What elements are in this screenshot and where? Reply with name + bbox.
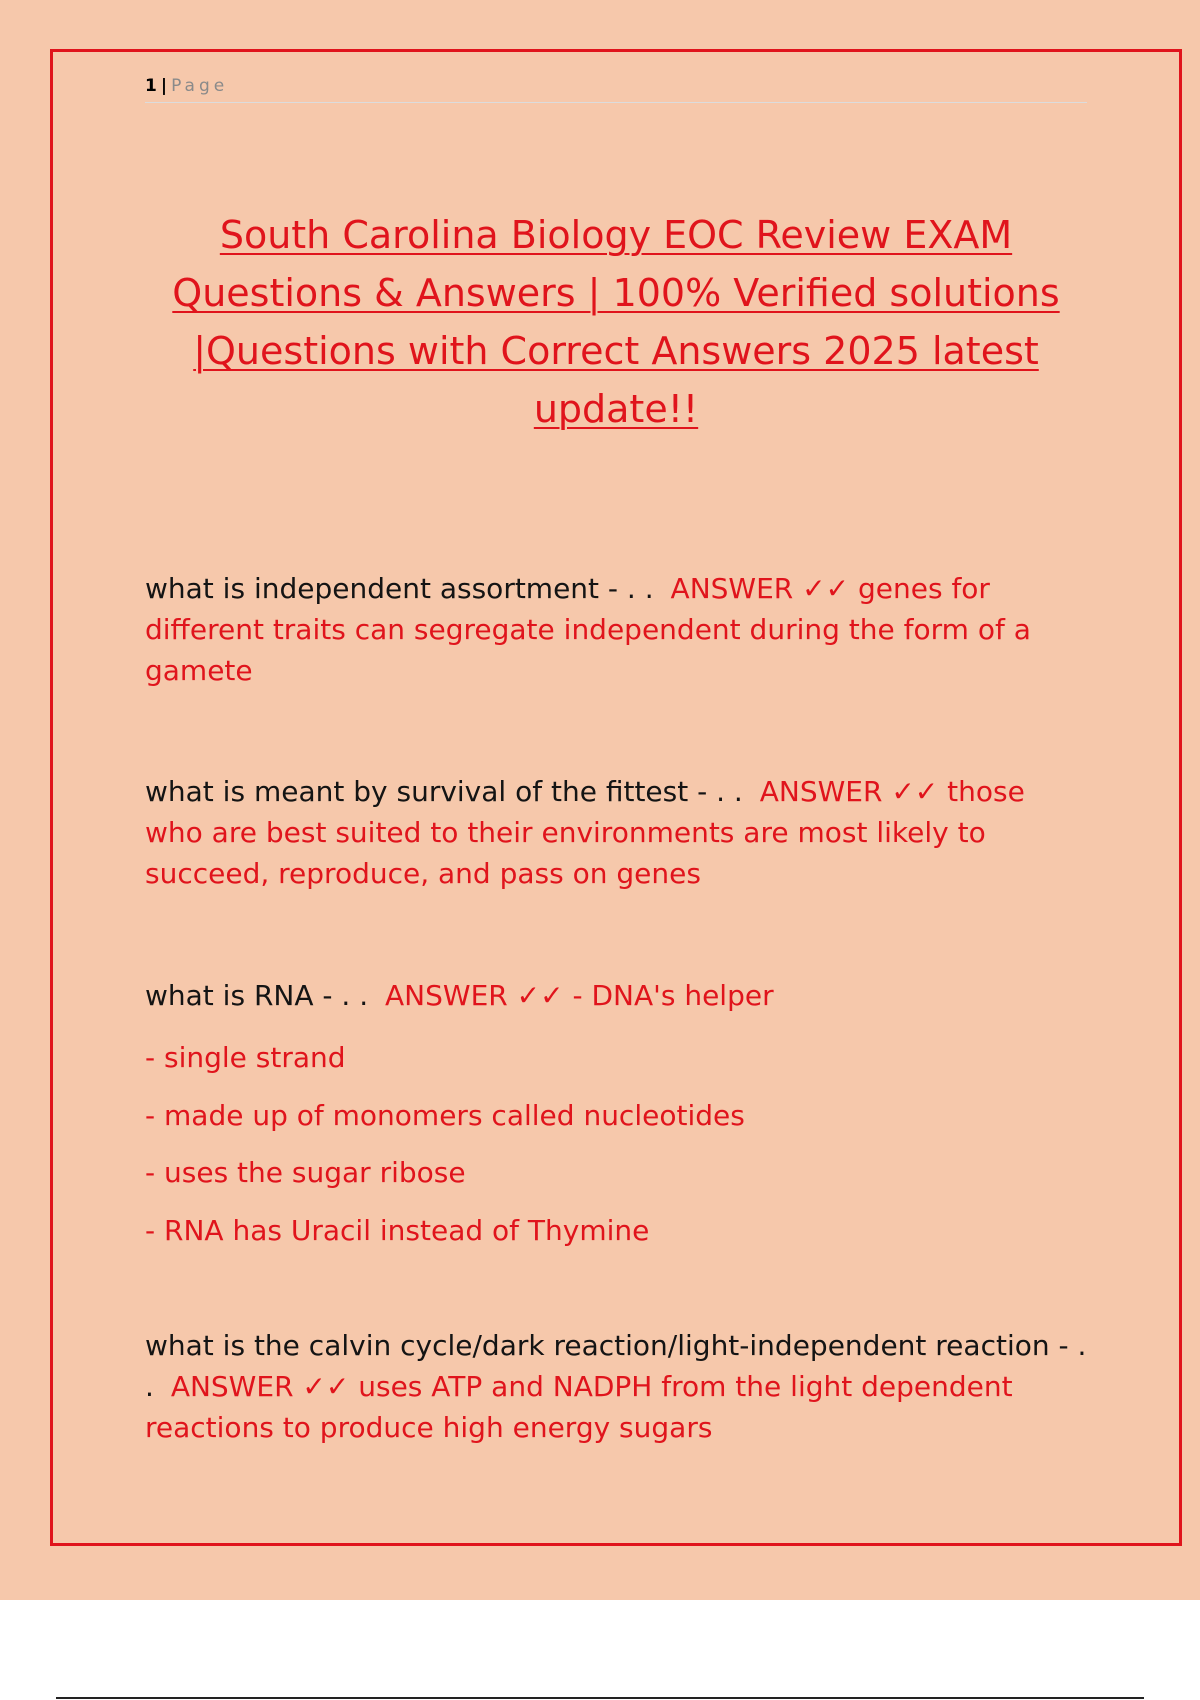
question-text: what is meant by survival of the fittest - . . [145, 775, 743, 808]
page-label: Page [171, 76, 229, 96]
page-number: 1 [145, 76, 157, 96]
qa-item-survival-of-fittest [145, 771, 1090, 894]
answer-label: ANSWER ✓✓ [670, 572, 850, 605]
document-title: South Carolina Biology EOC Review EXAM Questions & Answers | 100% Verified solutions |Questions with Correct Answers 2025 latest update!! [172, 213, 1060, 431]
answer-label: ANSWER ✓✓ [385, 979, 564, 1012]
answer-text: uses ATP and NADPH from the light dependent reactions to produce high energy sugars [145, 1370, 1013, 1444]
answer-text: those who are best suited to their environments are most likely to succeed, reproduce, and pass on genes [145, 775, 1025, 890]
rna-bullet-item: - made up of monomers called nucleotides [145, 1099, 745, 1132]
qa-item-independent-assortment [145, 568, 1090, 691]
answer-text: - DNA's helper [572, 979, 774, 1012]
rna-bullet-item: - uses the sugar ribose [145, 1156, 466, 1189]
answer-label: ANSWER ✓✓ [170, 1370, 350, 1403]
qa-item-rna [145, 975, 1090, 1016]
next-page-divider [56, 1697, 1144, 1699]
question-text: what is the calvin cycle/dark reaction/light-independent reaction - . . [145, 1329, 1087, 1403]
answer-text: genes for different traits can segregate independent during the form of a gamete [145, 572, 1031, 687]
page-separator: | [160, 76, 168, 96]
question-text: what is independent assortment - . . [145, 572, 654, 605]
page-header [145, 74, 1087, 103]
rna-bullet-item: - single strand [145, 1041, 346, 1074]
question-text: what is RNA - . . [145, 979, 369, 1012]
qa-item-calvin-cycle [145, 1325, 1090, 1448]
rna-bullet-item: - RNA has Uracil instead of Thymine [145, 1214, 650, 1247]
answer-label: ANSWER ✓✓ [759, 775, 939, 808]
